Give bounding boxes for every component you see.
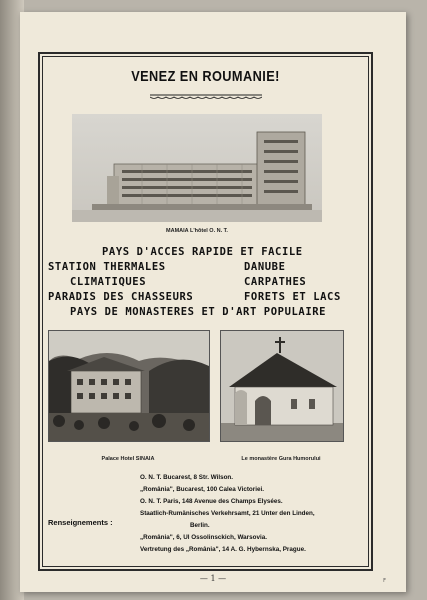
info-line: Vertretung des „România", 14 A. G. Hybernska, Prague.	[140, 546, 306, 553]
page-number: — 1 —	[199, 574, 227, 583]
info-line: Berlin.	[190, 522, 210, 529]
info-line: „România", 6, Ul Ossolinsckich, Warsovia.	[140, 534, 267, 541]
slogan-line-2-right: DANUBE	[244, 261, 286, 273]
title-ornament	[150, 94, 262, 100]
slogan-line-1: PAYS D'ACCES RAPIDE ET FACILE	[102, 246, 303, 258]
info-line: „România", Bucarest, 100 Calea Victoriei.	[140, 486, 264, 493]
slogan-line-3-left: CLIMATIQUES	[70, 276, 147, 288]
monastery-photo-caption: Le monastère Gura Humorului	[241, 456, 321, 462]
page-frame	[38, 52, 373, 571]
info-line: Staatlich-Rumänisches Verkehrsamt, 21 Unter den Linden,	[140, 510, 315, 517]
info-line: O. N. T. Bucarest, 8 Str. Wilson.	[140, 474, 234, 481]
slogan-line-3-right: CARPATHES	[244, 276, 307, 288]
sinaia-hotel-photo	[48, 330, 210, 442]
corner-mark: F	[383, 578, 386, 584]
renseignements-label: Renseignements :	[48, 518, 113, 527]
monastery-photo	[220, 330, 344, 442]
mamaia-hotel-photo	[72, 114, 322, 222]
mamaia-photo-caption: MAMAIA L'hôtel O. N. T.	[166, 228, 228, 234]
slogan-line-2-left: STATION THERMALES	[48, 261, 166, 273]
sinaia-photo-caption: Palace Hotel SINAIA	[101, 456, 155, 462]
slogan-line-4-left: PARADIS DES CHASSEURS	[48, 291, 194, 303]
document-page	[20, 12, 406, 592]
page-title: VENEZ EN ROUMANIE!	[131, 68, 280, 85]
slogan-line-4-right: FORETS ET LACS	[244, 291, 341, 303]
info-line: O. N. T. Paris, 148 Avenue des Champs Elysées.	[140, 498, 283, 505]
slogan-line-5: PAYS DE MONASTERES ET D'ART POPULAIRE	[70, 306, 327, 318]
